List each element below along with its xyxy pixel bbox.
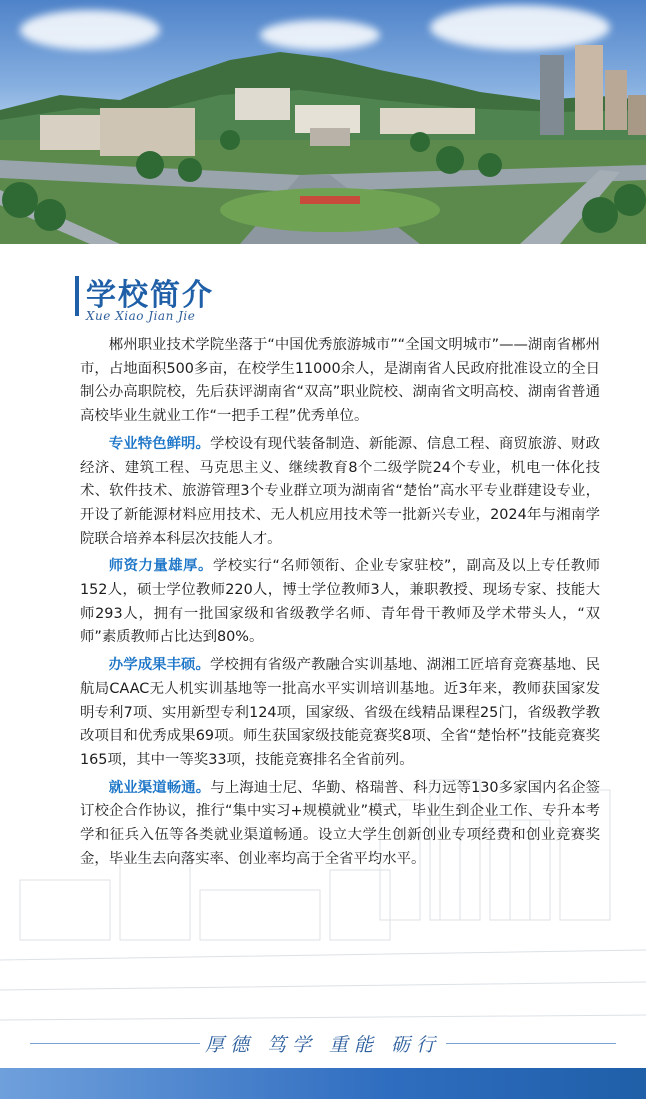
title-accent-bar bbox=[75, 276, 79, 316]
lead-achievements: 办学成果丰硕。 bbox=[108, 657, 210, 674]
paragraph-overview: 郴州职业技术学院坐落于“中国优秀旅游城市”“全国文明城市”——湖南省郴州市，占地面积500多亩，在校学生11000余人，是湖南省人民政府批准设立的全日制公办高职院校，先后获评湖南省“双高”职业院校、湖南省文明高校、湖南省普通高校毕业生就业工作“一把手工程”优秀单位。 bbox=[80, 337, 600, 425]
paragraph-achievements: 办学成果丰硕。学校拥有省级产教融合实训基地、湖湘工匠培育竞赛基地、民航局CAAC无人机实训基地等一批高水平实训培训基地。近3年来，教师获国家发明专利7项、实用新型专利124项，国家级、省级在线精品课程25门，省级教学教改项目和优秀成果69项。师生获国家级技能竞赛奖8项、全省“楚怡杯”技能竞赛奖165项，其中一等奖33项，技能竞赛排名全省前列。 bbox=[80, 657, 600, 768]
bottom-color-band bbox=[0, 1068, 646, 1099]
lead-majors: 专业特色鲜明。 bbox=[108, 435, 210, 452]
paragraph-employment: 就业渠道畅通。与上海迪士尼、华勤、格瑞普、科力远等130多家国内名企签订校企合作协议，推行“集中实习+规模就业”模式，毕业生到企业工作、专升本考学和征兵入伍等各类就业渠道畅通。设立大学生创新创业专项经费和创业竞赛奖金，毕业生去向落实率、创业率均高于全省平均水平。 bbox=[80, 779, 600, 867]
lead-faculty: 师资力量雄厚。 bbox=[108, 558, 213, 575]
section-subtitle: Xue Xiao Jian Jie bbox=[86, 309, 196, 323]
school-motto: 厚德 笃学 重能 砺行 bbox=[204, 1034, 442, 1056]
campus-aerial-photo bbox=[0, 0, 646, 244]
intro-text bbox=[80, 334, 600, 875]
section-title: 学校简介 bbox=[86, 278, 214, 313]
lead-employment: 就业渠道畅通。 bbox=[108, 779, 211, 796]
paragraph-majors: 专业特色鲜明。学校设有现代装备制造、新能源、信息工程、商贸旅游、财政经济、建筑工程、马克思主义、继续教育8个二级学院24个专业，机电一体化技术、软件技术、旅游管理3个专业群立项为湖南省“楚怡”高水平专业群建设专业，开设了新能源材料应用技术、无人机应用技术等一批新兴专业，2024年与湘南学院联合培养本科层次技能人才。 bbox=[80, 435, 600, 547]
paragraph-faculty: 师资力量雄厚。学校实行“名师领衔、企业专家驻校”，副高及以上专任教师152人，硕士学位教师220人，博士学位教师3人，兼职教授、现场专家、技能大师293人，拥有一批国家级和省级教学名师、青年骨干教师及学术带头人，“双师”素质教师占比达到80%。 bbox=[80, 558, 600, 646]
